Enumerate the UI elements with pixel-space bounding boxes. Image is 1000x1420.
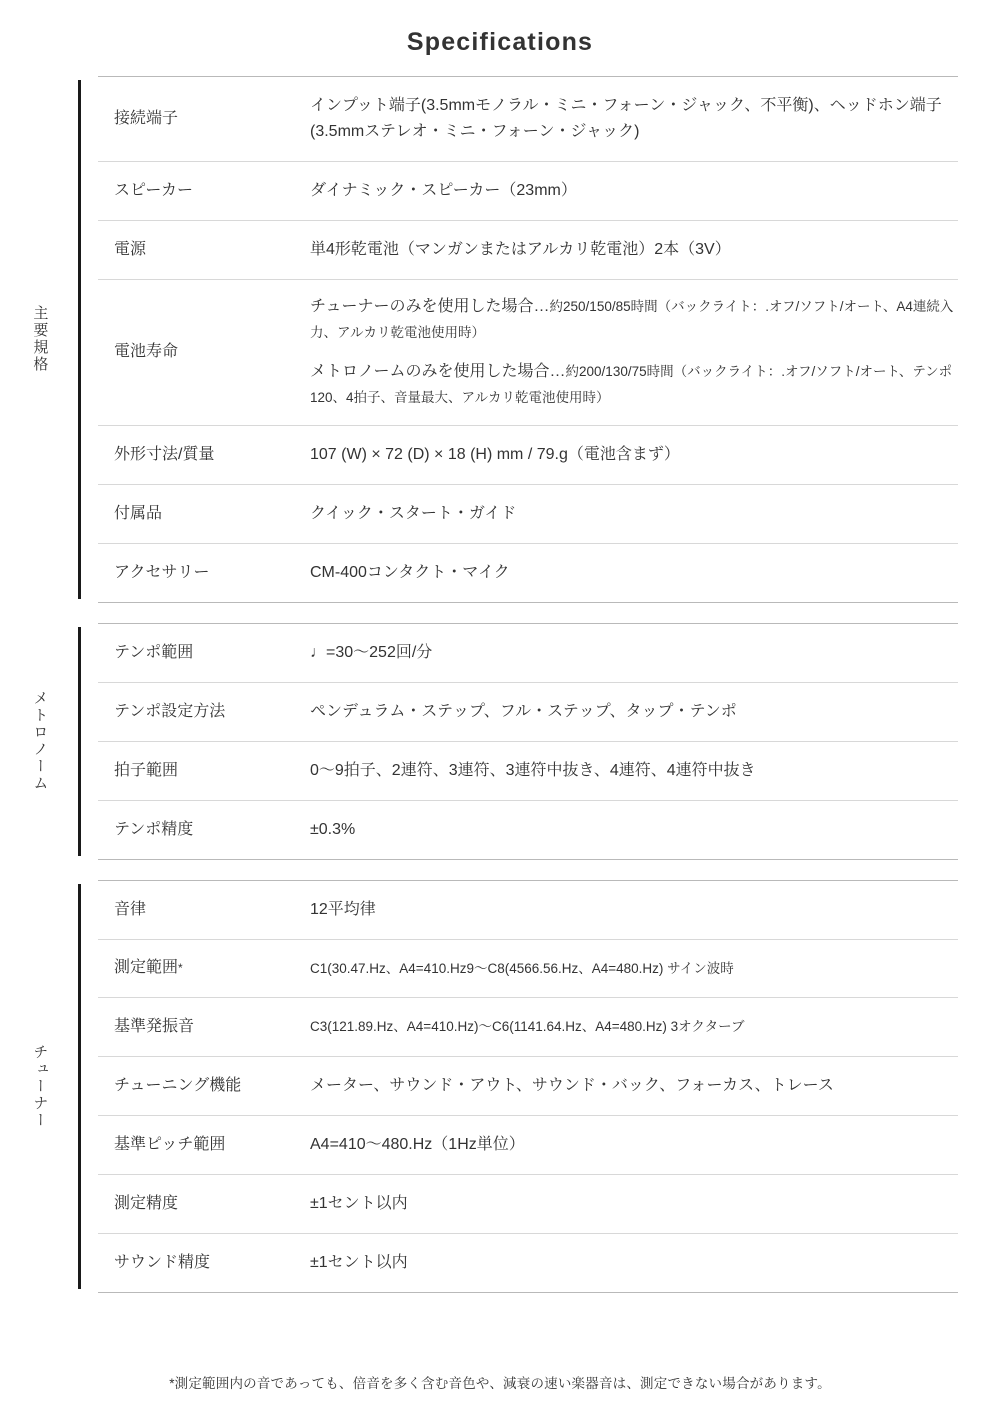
row-label (98, 1175, 310, 1233)
row-label (98, 544, 310, 602)
row-value-paragraph (310, 1191, 958, 1217)
row-value-text: C1(30.47.Hz、A4=410.Hz9〜C8(4566.56.Hz、A4=480.Hz) サイン波時 (310, 960, 734, 976)
group-label (0, 76, 78, 603)
row-label-text: テンポ設定方法 (114, 702, 226, 720)
row-value (310, 1175, 958, 1233)
row-label-text: 基準発振音 (114, 1018, 195, 1036)
row-value-text: クイック・スタート・ガイド (310, 505, 517, 523)
row-label-text: サウンド精度 (114, 1253, 211, 1271)
row-value (310, 280, 958, 426)
table-row (98, 881, 958, 940)
row-label-text: テンポ範囲 (114, 643, 194, 661)
table-row (98, 742, 958, 801)
row-label (98, 77, 310, 161)
group-label-text: 主要規格 (31, 305, 49, 374)
spec-group (0, 623, 1000, 860)
group-label (0, 623, 78, 860)
row-label-text: 付属品 (114, 505, 163, 523)
spec-table (98, 623, 958, 860)
row-label-text: アクセサリー (114, 564, 210, 582)
row-value (310, 998, 958, 1056)
row-label: 測定範囲 * (98, 940, 310, 998)
row-value (310, 683, 958, 741)
row-label (98, 998, 310, 1056)
row-value-paragraph (310, 93, 958, 145)
row-value (310, 1057, 958, 1115)
row-value-text: 約250/150/85時間（バックライト：.オフ/ソフト/オート、A4連続入力、アルカリ乾電池使用時） (310, 298, 954, 340)
row-value-text: ♩=30〜252回/分 (310, 643, 433, 661)
row-value-paragraph (310, 501, 958, 527)
table-row (98, 77, 958, 162)
row-value-text: ペンデュラム・ステップ、フル・ステップ、タップ・テンポ (310, 702, 737, 720)
group-rail (78, 80, 81, 599)
row-value (310, 1234, 958, 1292)
row-value-paragraph (310, 178, 958, 204)
row-value (310, 801, 958, 859)
row-value (310, 162, 958, 220)
row-value-text: ダイナミック・スピーカー（23mm） (310, 181, 577, 199)
row-value-paragraph (310, 1014, 958, 1040)
row-value-text: 12平均律 (310, 900, 376, 918)
row-label-text: 外形寸法/質量 (114, 446, 215, 464)
table-row (98, 1234, 958, 1292)
row-value-text: メーター、サウンド・アウト、サウンド・バック、フォーカス、トレース (310, 1077, 834, 1095)
row-value (310, 881, 958, 939)
row-label (98, 683, 310, 741)
row-value (310, 544, 958, 602)
row-value (310, 426, 958, 484)
row-label (98, 485, 310, 543)
row-label-text: テンポ精度 (114, 820, 194, 838)
row-label (98, 162, 310, 220)
row-value-paragraph (310, 897, 958, 923)
row-label (98, 1234, 310, 1292)
row-value (310, 940, 958, 998)
table-row (98, 624, 958, 683)
row-label (98, 426, 310, 484)
row-value-paragraph (310, 1250, 958, 1276)
table-row (98, 162, 958, 221)
specifications-table-area (0, 76, 1000, 1313)
row-label (98, 221, 310, 279)
group-label-text: チューナー (31, 1043, 49, 1129)
row-value-text: 107 (W) × 72 (D) × 18 (H) mm / 79.g（電池含まず） (310, 446, 680, 464)
row-value-paragraph (310, 758, 958, 784)
row-label-text: 電源 (114, 240, 147, 258)
row-value-text: インプット端子(3.5mmモノラル・ミニ・フォーン・ジャック、不平衡)、ヘッドホン端子(3.5mmステレオ・ミニ・フォーン・ジャック) (310, 97, 942, 140)
row-value-paragraph (310, 560, 958, 586)
group-rail (78, 884, 81, 1289)
row-value-paragraph (310, 359, 958, 411)
row-value-paragraph (310, 640, 958, 666)
table-row (98, 801, 958, 859)
row-label-text: 電池寿命 (114, 343, 179, 361)
row-value-paragraph (310, 237, 958, 263)
row-label-text: 基準ピッチ範囲 (114, 1136, 226, 1154)
row-value (310, 221, 958, 279)
row-label (98, 624, 310, 682)
row-value-text: A4=410〜480.Hz（1Hz単位） (310, 1136, 525, 1154)
row-label-text: 音律 (114, 900, 147, 918)
row-label (98, 801, 310, 859)
spec-group (0, 76, 1000, 603)
row-label (98, 881, 310, 939)
row-label (98, 1116, 310, 1174)
table-row (98, 426, 958, 485)
table-row (98, 485, 958, 544)
table-row (98, 1175, 958, 1234)
row-label-text: 測定精度 (114, 1195, 179, 1213)
row-label-text: スピーカー (114, 181, 194, 199)
row-label (98, 280, 310, 426)
group-label (0, 880, 78, 1293)
row-value-paragraph (310, 1132, 958, 1158)
row-value (310, 485, 958, 543)
table-row (98, 544, 958, 602)
page-title: Specifications (406, 28, 594, 56)
row-value-lead: チューナーのみを使用した場合… (310, 297, 550, 315)
row-value-paragraph (310, 956, 958, 982)
row-value-text: ±1セント以内 (310, 1254, 408, 1272)
table-row (98, 221, 958, 280)
table-row (98, 1116, 958, 1175)
row-value-paragraph (310, 699, 958, 725)
spec-table (98, 76, 958, 603)
row-value-text: ±0.3% (310, 820, 356, 838)
row-value-text: 約200/130/75時間（バックライト：.オフ/ソフト/オート、テンポ120、4拍子、音量最大、アルカリ乾電池使用時） (310, 364, 953, 406)
row-value-paragraph (310, 1073, 958, 1099)
row-value (310, 742, 958, 800)
row-value (310, 624, 958, 682)
row-value-lead: メトロノームのみを使用した場合… (310, 363, 566, 381)
row-value-paragraph (310, 442, 958, 468)
spec-table (98, 880, 958, 1293)
row-label-text: チューニング機能 (114, 1077, 242, 1095)
spec-group (0, 880, 1000, 1293)
table-row (98, 940, 958, 999)
row-value-text: 単4形乾電池（マンガンまたはアルカリ乾電池）2本（3V） (310, 240, 731, 258)
group-label-text: メトロノーム (31, 690, 49, 793)
table-row (98, 683, 958, 742)
row-label (98, 1057, 310, 1115)
row-value-paragraph (310, 294, 958, 346)
row-label-text: 接続端子 (114, 109, 179, 127)
footnote: *測定範囲内の音であっても、倍音を多く含む音色や、減衰の速い楽器音は、測定できない場合があります。 (169, 1376, 831, 1391)
group-rail (78, 627, 81, 856)
table-row (98, 1057, 958, 1116)
row-value-text: CM-400コンタクト・マイク (310, 564, 510, 582)
row-value-text: ±1セント以内 (310, 1195, 408, 1213)
row-label (98, 742, 310, 800)
table-row (98, 998, 958, 1057)
row-value-paragraph (310, 817, 958, 843)
row-label-text: 測定範囲 (114, 959, 179, 977)
row-value-text: 0〜9拍子、2連符、3連符、3連符中抜き、4連符、4連符中抜き (310, 761, 756, 779)
row-value (310, 1116, 958, 1174)
table-row (98, 280, 958, 427)
row-label-text: 拍子範囲 (114, 761, 179, 779)
row-value (310, 77, 958, 161)
row-value-text: C3(121.89.Hz、A4=410.Hz)〜C6(1141.64.Hz、A4=480.Hz) 3オクターブ (310, 1019, 745, 1035)
